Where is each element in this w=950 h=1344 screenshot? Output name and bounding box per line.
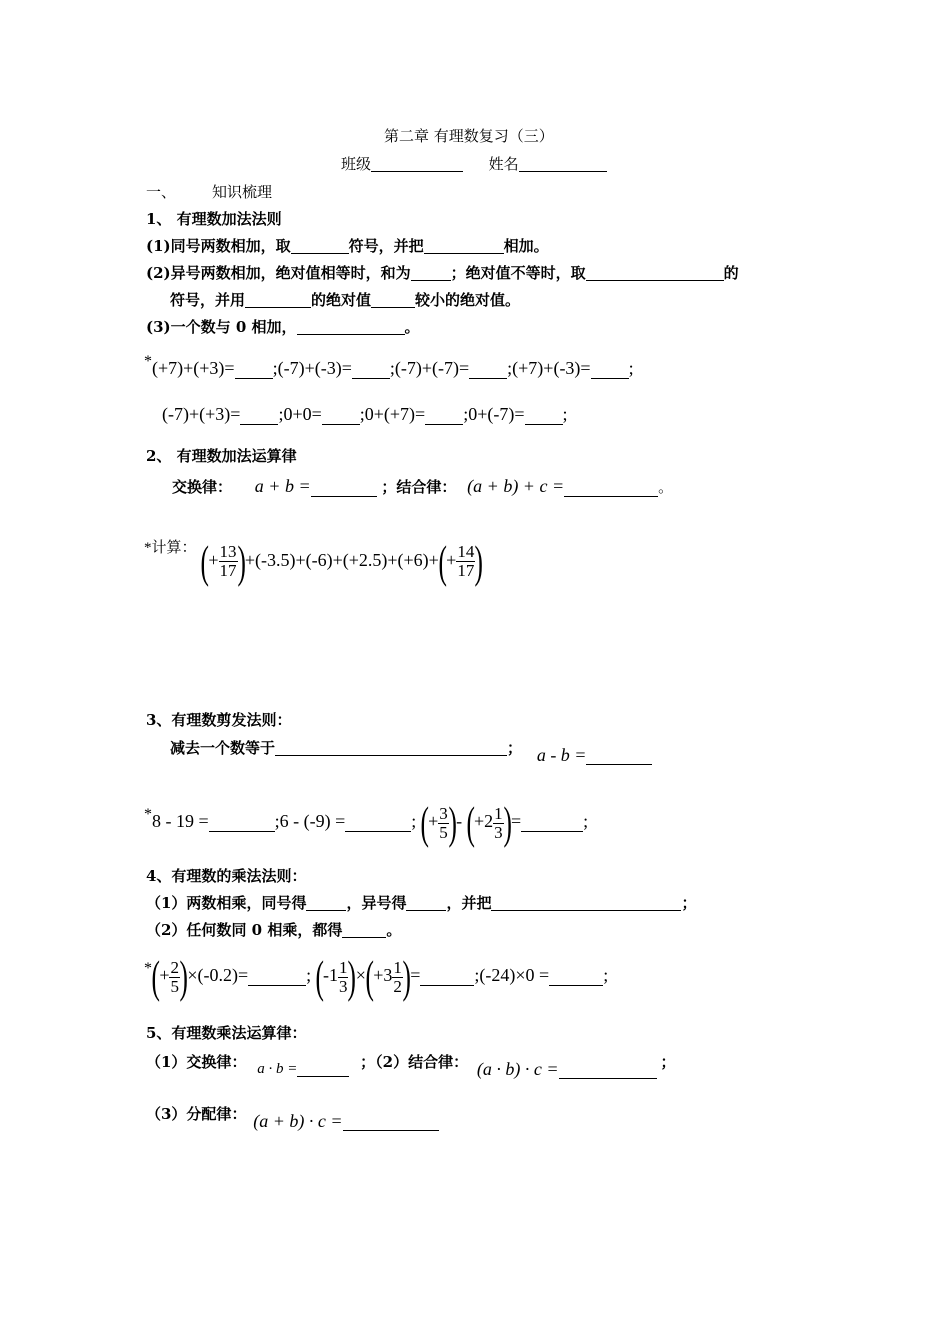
- answer-blank[interactable]: [425, 406, 463, 425]
- answer-blank[interactable]: [591, 360, 629, 379]
- blank[interactable]: [371, 291, 415, 308]
- fraction: $\frac{14}{17}$: [457, 542, 475, 581]
- multiplication-heading: 4、有理数的乘法法则：: [146, 867, 307, 885]
- multiplication-rule-1: （1）两数相乘，同号得 ，异号得 ，并把 ；: [146, 894, 697, 912]
- fraction: $\frac{1}{3}$: [338, 957, 348, 996]
- blank[interactable]: [586, 264, 724, 281]
- blank[interactable]: [342, 921, 386, 938]
- fraction: $\frac{1}{3}$: [494, 803, 503, 842]
- blank[interactable]: [297, 318, 405, 335]
- addition-exercise-row-2: (-7)+(+3)= ;0+0= ;0+(+7)= ;0+(-7)= ;: [162, 404, 568, 424]
- answer-blank[interactable]: [235, 360, 273, 379]
- blank[interactable]: [306, 894, 346, 911]
- calc-exercise: $^{*计算:}$ (+ $\frac{13}{17}$ )+(-3.5)+(-6)+(+2.5)+(+6)+(+ $\frac{14}{17}$ ): [144, 535, 484, 587]
- multiplication-rule-2: （2）任何数同 0 相乘，都得 。: [146, 921, 402, 939]
- addition-rule-3: (3)一个数与 0 相加， 。: [146, 318, 420, 336]
- distributive-law-line: （3）分配律： (a + b) · c =: [146, 1104, 439, 1133]
- answer-blank[interactable]: [209, 813, 275, 832]
- section-title: 知识梳理: [212, 183, 273, 201]
- answer-blank[interactable]: [345, 813, 411, 832]
- answer-blank[interactable]: [240, 406, 278, 425]
- blank[interactable]: [291, 237, 349, 254]
- answer-blank[interactable]: [564, 478, 658, 497]
- answer-blank[interactable]: [420, 967, 474, 986]
- addition-laws-heading: 2、 有理数加法运算律: [146, 447, 297, 465]
- fraction: $\frac{2}{5}$: [170, 957, 179, 996]
- name-blank[interactable]: [519, 155, 607, 172]
- page-title: 第二章 有理数复习（三）: [384, 127, 554, 145]
- answer-blank[interactable]: [469, 360, 507, 379]
- subtraction-rule: 减去一个数等于 ； a - b =: [170, 738, 652, 767]
- answer-blank[interactable]: [275, 739, 507, 756]
- answer-blank[interactable]: [521, 813, 583, 832]
- addition-exercise-row-1: *(+7)+(+3)= ;(-7)+(-3)= ;(-7)+(-7)= ;(+7)+(-3)= ;: [144, 353, 634, 378]
- addition-rule-1: (1)同号两数相加，取 符号，并把 相加。: [146, 237, 549, 255]
- answer-blank[interactable]: [297, 1060, 349, 1077]
- fraction: $\frac{13}{17}$: [219, 542, 237, 581]
- answer-blank[interactable]: [352, 360, 390, 379]
- blank[interactable]: [491, 894, 681, 911]
- addition-rules-heading: 1、 有理数加法法则: [146, 210, 282, 228]
- name-label: 姓名: [488, 155, 519, 173]
- answer-blank[interactable]: [322, 406, 360, 425]
- answer-blank[interactable]: [549, 967, 603, 986]
- section-heading: [146, 182, 272, 202]
- multiplication-laws-line: （1）交换律： a · b = ；（2）结合律： (a · b) · c = ；: [146, 1053, 676, 1079]
- class-label: 班级: [341, 155, 372, 173]
- addition-rule-2-cont: 符号，并用 的绝对值 较小的绝对值。: [170, 291, 521, 309]
- answer-blank[interactable]: [311, 478, 377, 497]
- addition-rule-2: (2)异号两数相加，绝对值相等时，和为 ；绝对值不等时，取 的: [146, 264, 739, 282]
- class-name-line: [341, 154, 607, 174]
- answer-blank[interactable]: [586, 746, 652, 765]
- blank[interactable]: [424, 237, 504, 254]
- subtraction-exercise: *8 - 19 = ;6 - (-9) = ; (+ $\frac{3}{5}$ )- (+2 $\frac{1}{3}$ )= ;: [144, 797, 589, 848]
- answer-blank[interactable]: [343, 1112, 439, 1131]
- multiplication-laws-heading: 5、有理数乘法运算律：: [146, 1024, 307, 1042]
- blank[interactable]: [245, 291, 311, 308]
- multiplication-exercise: *(+ $\frac{2}{5}$ )×(-0.2)= ; (-1 $\frac{1}{3}$ )×(+3 $\frac{1}{2}$ )= ;(-24)×0 = ;: [144, 951, 609, 1002]
- addition-laws-line: 交换律： a + b = ；结合律： (a + b) + c = 。: [172, 476, 674, 496]
- answer-blank[interactable]: [248, 967, 306, 986]
- fraction: $\frac{1}{2}$: [393, 957, 402, 996]
- class-blank[interactable]: [371, 155, 463, 172]
- answer-blank[interactable]: [525, 406, 563, 425]
- fraction: $\frac{3}{5}$: [439, 803, 448, 842]
- answer-blank[interactable]: [559, 1060, 657, 1079]
- section-number: 一、: [146, 183, 177, 201]
- calc-label: *计算：: [144, 540, 197, 556]
- subtraction-heading: 3、有理数剪发法则：: [146, 711, 292, 729]
- blank[interactable]: [411, 264, 451, 281]
- blank[interactable]: [406, 894, 446, 911]
